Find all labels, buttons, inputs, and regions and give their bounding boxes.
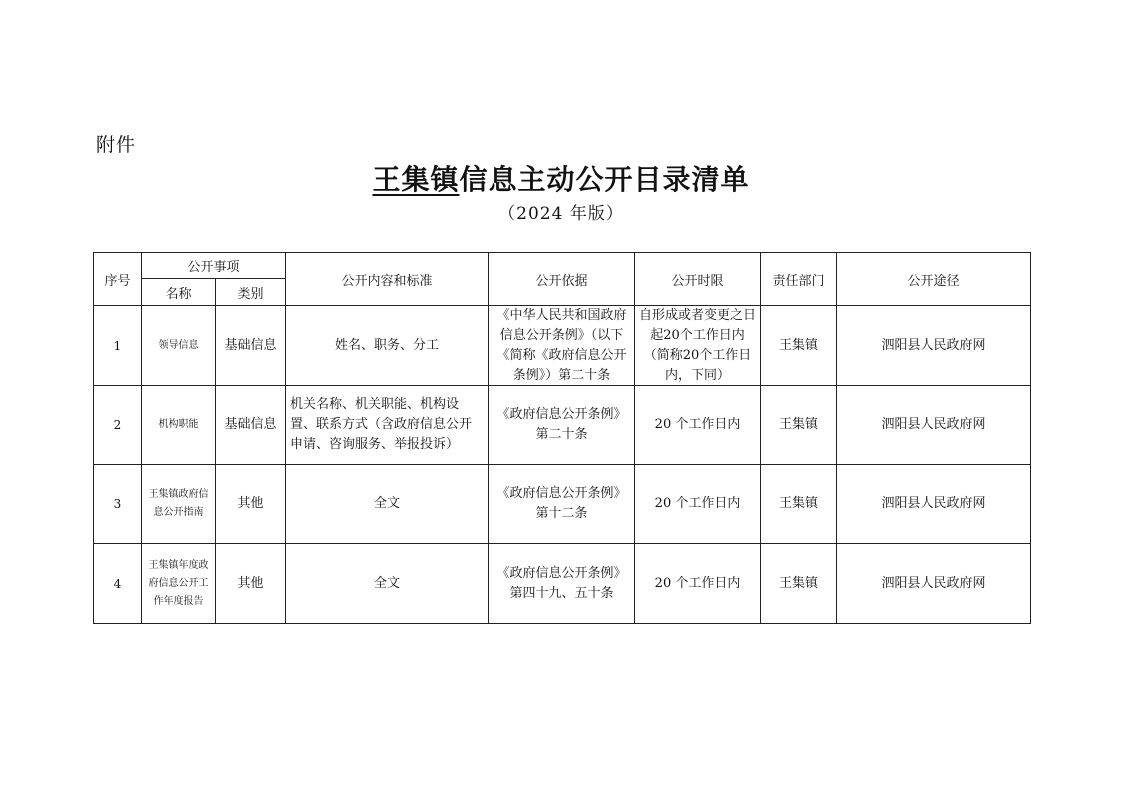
row-seq: 3 xyxy=(94,465,142,544)
row-time-limit: 20 个工作日内 xyxy=(635,465,761,544)
row-seq: 1 xyxy=(94,306,142,386)
header-item-group: 公开事项 xyxy=(142,253,286,279)
table-row xyxy=(94,544,1031,624)
row-name: 领导信息 xyxy=(142,306,216,386)
table-row xyxy=(94,306,1031,386)
row-seq: 2 xyxy=(94,386,142,465)
row-time-limit: 20 个工作日内 xyxy=(635,386,761,465)
row-content: 全文 xyxy=(286,544,489,624)
row-department: 王集镇 xyxy=(761,306,837,386)
row-basis: 《政府信息公开条例》第四十九、五十条 xyxy=(489,544,635,624)
row-content: 姓名、职务、分工 xyxy=(286,306,489,386)
header-row-1 xyxy=(94,253,1031,279)
header-department: 责任部门 xyxy=(761,253,837,306)
header-name: 名称 xyxy=(142,279,216,306)
row-basis-text: 《中华人民共和国政府信息公开条例》（以下《简称《政府信息公开条例》）第二十条 xyxy=(496,307,627,383)
table-row xyxy=(94,465,1031,544)
row-basis xyxy=(489,306,635,386)
header-content: 公开内容和标准 xyxy=(286,253,489,306)
row-channel: 泗阳县人民政府网 xyxy=(837,386,1031,465)
row-department: 王集镇 xyxy=(761,465,837,544)
row-department: 王集镇 xyxy=(761,386,837,465)
row-basis: 《政府信息公开条例》第二十条 xyxy=(489,386,635,465)
row-category: 基础信息 xyxy=(216,386,286,465)
header-seq: 序号 xyxy=(94,253,142,306)
row-category: 其他 xyxy=(216,544,286,624)
title-rest: 信息主动公开目录清单 xyxy=(459,163,750,196)
row-name: 王集镇政府信息公开指南 xyxy=(142,465,216,544)
header-basis: 公开依据 xyxy=(489,253,635,306)
title-underlined-part: 王集镇 xyxy=(372,163,460,196)
disclosure-catalog-table xyxy=(93,252,1031,624)
row-basis: 《政府信息公开条例》第十二条 xyxy=(489,465,635,544)
row-channel: 泗阳县人民政府网 xyxy=(837,465,1031,544)
table-row xyxy=(94,386,1031,465)
row-name: 王集镇年度政府信息公开工作年度报告 xyxy=(142,544,216,624)
document-title xyxy=(0,158,1122,198)
row-content: 全文 xyxy=(286,465,489,544)
row-name: 机构职能 xyxy=(142,386,216,465)
row-channel: 泗阳县人民政府网 xyxy=(837,544,1031,624)
row-time-limit: 20 个工作日内 xyxy=(635,544,761,624)
row-time-limit-text: 自形成或者变更之日起20个工作日内（简称20个工作日内，下同） xyxy=(639,307,757,383)
header-time-limit: 公开时限 xyxy=(635,253,761,306)
document-subtitle: （2024 年版） xyxy=(498,204,624,224)
row-category: 其他 xyxy=(216,465,286,544)
attachment-label: 附件 xyxy=(96,134,137,156)
row-channel: 泗阳县人民政府网 xyxy=(837,306,1031,386)
header-category: 类别 xyxy=(216,279,286,306)
row-time-limit xyxy=(635,306,761,386)
header-channel: 公开途径 xyxy=(837,253,1031,306)
row-content: 机关名称、机关职能、机构设置、联系方式（含政府信息公开申请、咨询服务、举报投诉） xyxy=(286,386,489,465)
row-seq: 4 xyxy=(94,544,142,624)
row-category: 基础信息 xyxy=(216,306,286,386)
row-department: 王集镇 xyxy=(761,544,837,624)
